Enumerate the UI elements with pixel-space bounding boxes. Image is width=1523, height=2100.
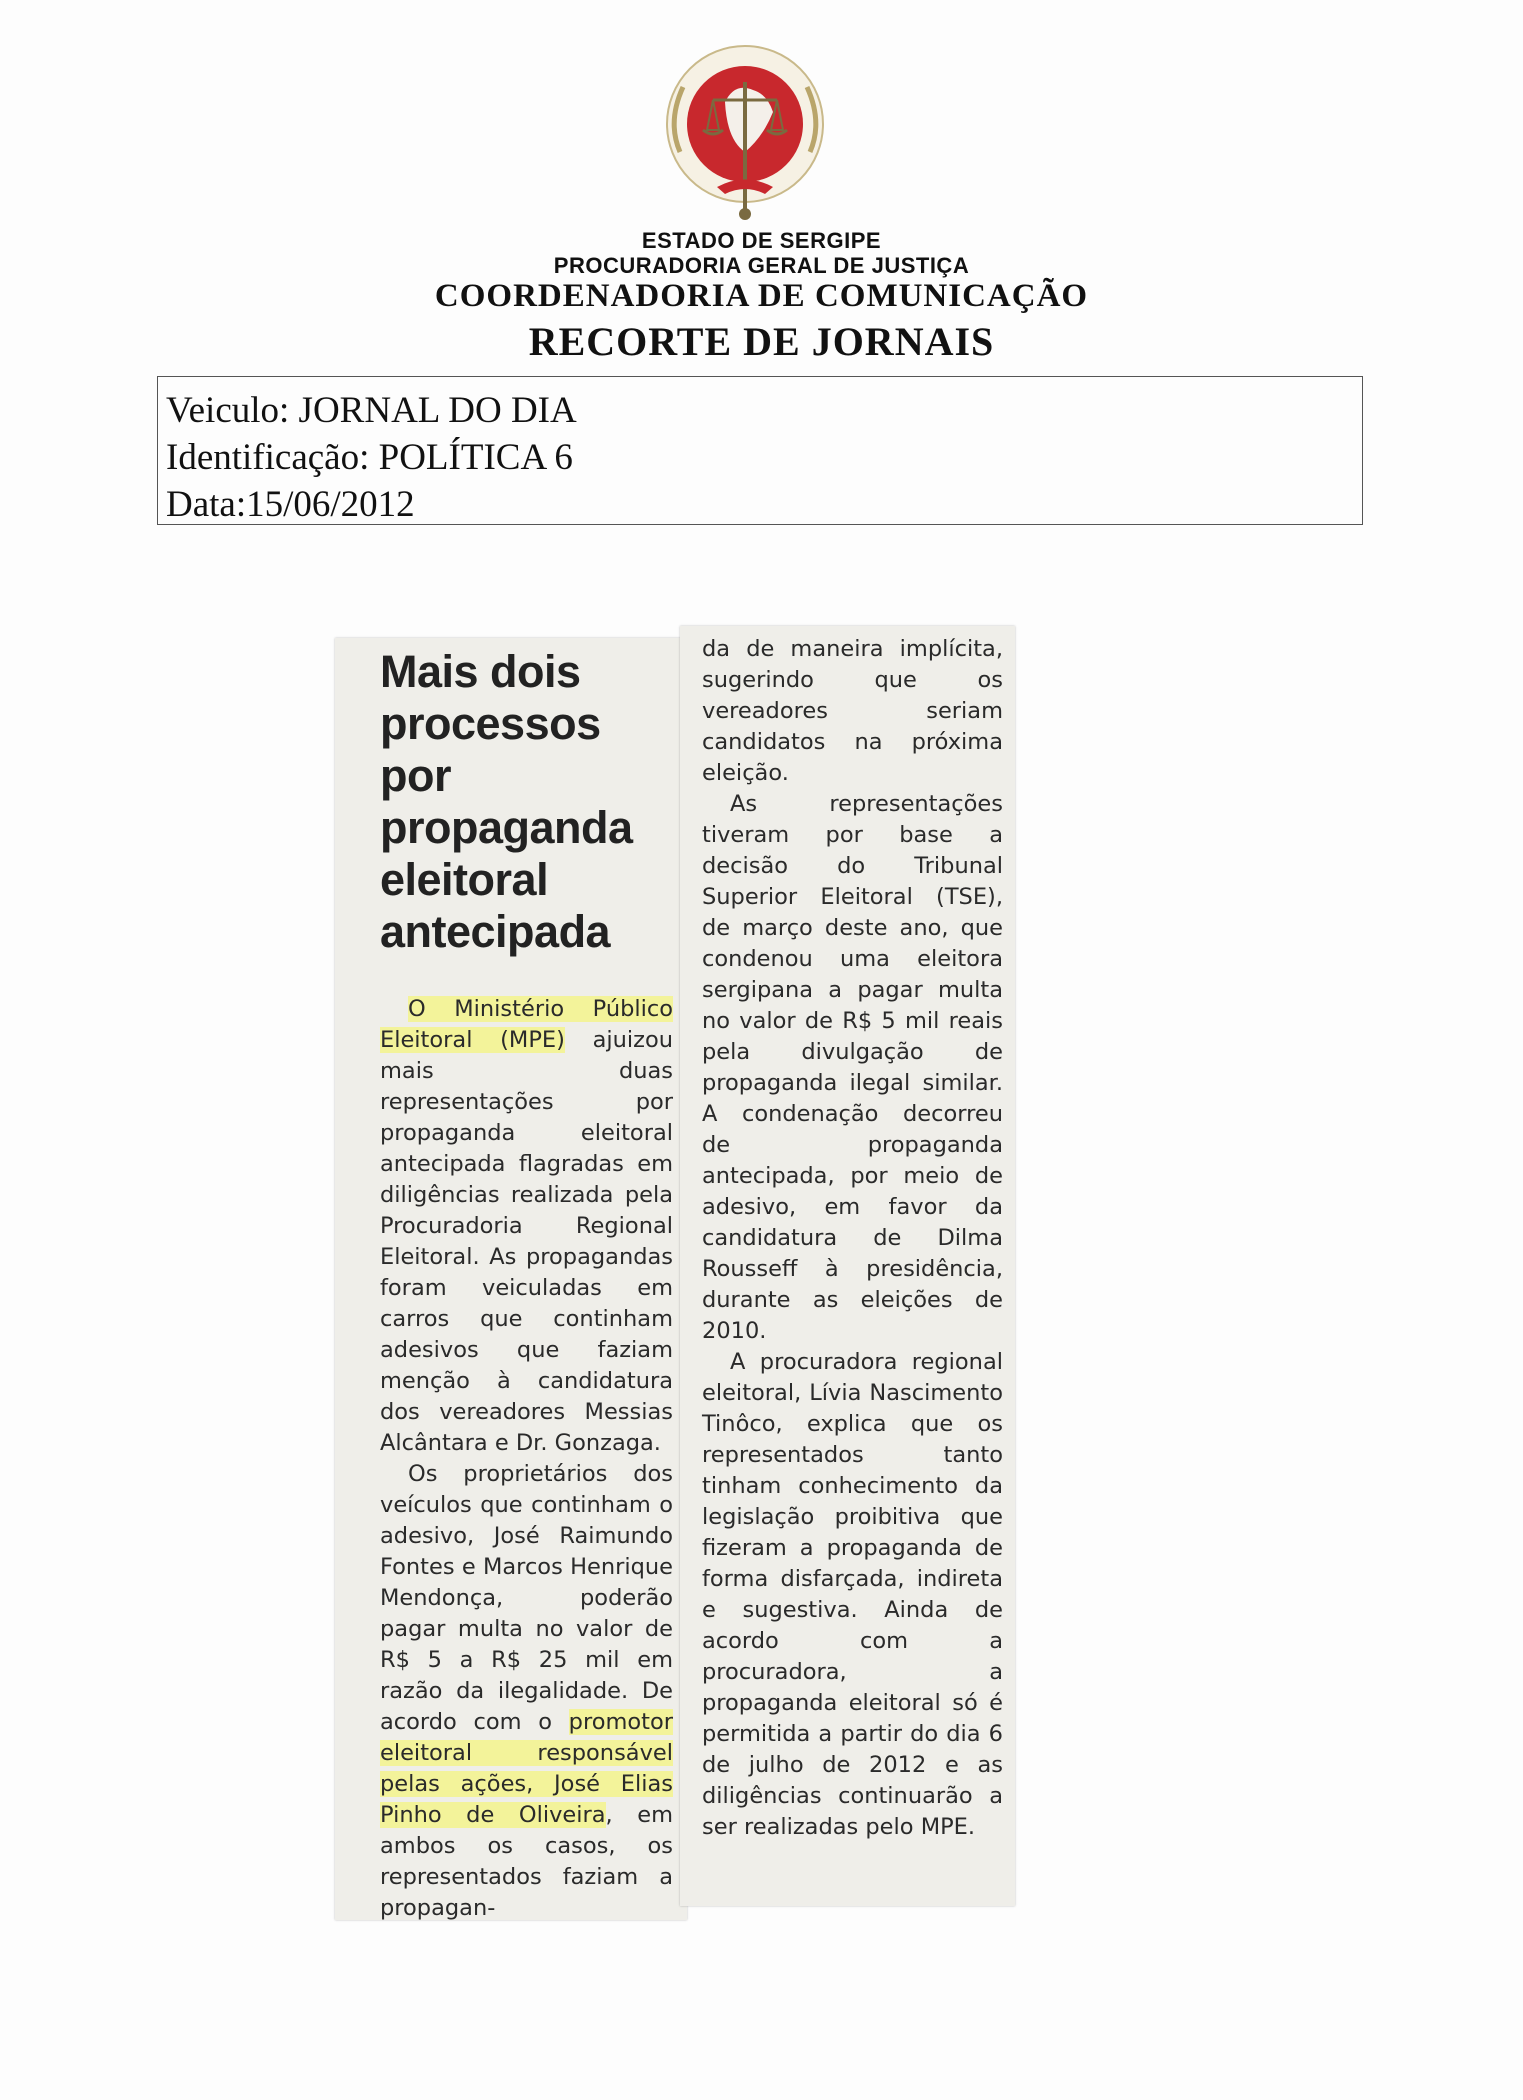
- article-paragraph-1: O Ministério Público Eleitoral (MPE) ajuizou mais duas representações por propaganda eleitoral antecipada flagradas em diligências realizada pela Procuradoria Regional Eleitoral. As propagandas foram veiculadas em carros que continham adesivos que faziam menção à candidatura dos vereadores Messias Alcântara e Dr. Gonzaga.: [380, 996, 673, 1456]
- article-headline: Mais dois processos por propaganda eleitoral antecipada: [380, 646, 633, 957]
- state-name: ESTADO DE SERGIPE: [641, 228, 882, 253]
- clipping-column-1: [335, 638, 687, 1920]
- date-line: Data:15/06/2012: [166, 484, 415, 525]
- article-paragraph-5: A procuradora regional eleitoral, Lívia Nascimento Tinôco, explica que os representados tanto tinham conhecimento da legislação proibitiva que fizeram a propaganda de forma disfarçada, indireta e sugestiva. Ainda de acordo com a procuradora, a propaganda eleitoral só é permitida a partir do dia 6 de julho de 2012 e as diligências continuarão a ser realizadas pelo MPE.: [702, 1349, 1003, 1840]
- clipping-info-box: [157, 376, 1363, 525]
- identification-line: Identificação: POLÍTICA 6: [166, 437, 573, 478]
- article-paragraph-3: da de maneira implícita, sugerindo que os vereadores seriam candidatos na próxima eleição.: [702, 636, 1003, 786]
- office-name: PROCURADORIA GERAL DE JUSTIÇA: [553, 253, 970, 278]
- clipping-column-2: [680, 626, 1015, 1906]
- highlighted-text: O Ministério Público Eleitoral (MPE): [380, 996, 673, 1053]
- article-paragraph-2: Os proprietários dos veículos que continham o adesivo, José Raimundo Fontes e Marcos Henrique Mendonça, poderão pagar multa no valor de R$ 5 a R$ 25 mil em razão da ilegalidade. De acordo com o promotor eleitoral responsável pelas ações, José Elias Pinho de Oliveira, em ambos os casos, os representados faziam a propagan-: [380, 1461, 673, 1921]
- ministerio-publico-seal: [655, 42, 835, 222]
- article-paragraph-4: As representações tiveram por base a decisão do Tribunal Superior Eleitoral (TSE), de março deste ano, que condenou uma eleitora sergipana a pagar multa no valor de R$ 5 mil reais pela divulgação de propaganda ilegal similar. A condenação decorreu de propaganda antecipada, por meio de adesivo, em favor da candidatura de Dilma Rousseff à presidência, durante as eleições de 2010.: [702, 791, 1003, 1344]
- section-title: RECORTE DE JORNAIS: [528, 319, 995, 364]
- department-name: COORDENADORIA DE COMUNICAÇÃO: [434, 278, 1089, 314]
- vehicle-line: Veiculo: JORNAL DO DIA: [166, 390, 577, 431]
- highlighted-text: promotor eleitoral responsável pelas ações, José Elias Pinho de Oliveira: [380, 1709, 673, 1828]
